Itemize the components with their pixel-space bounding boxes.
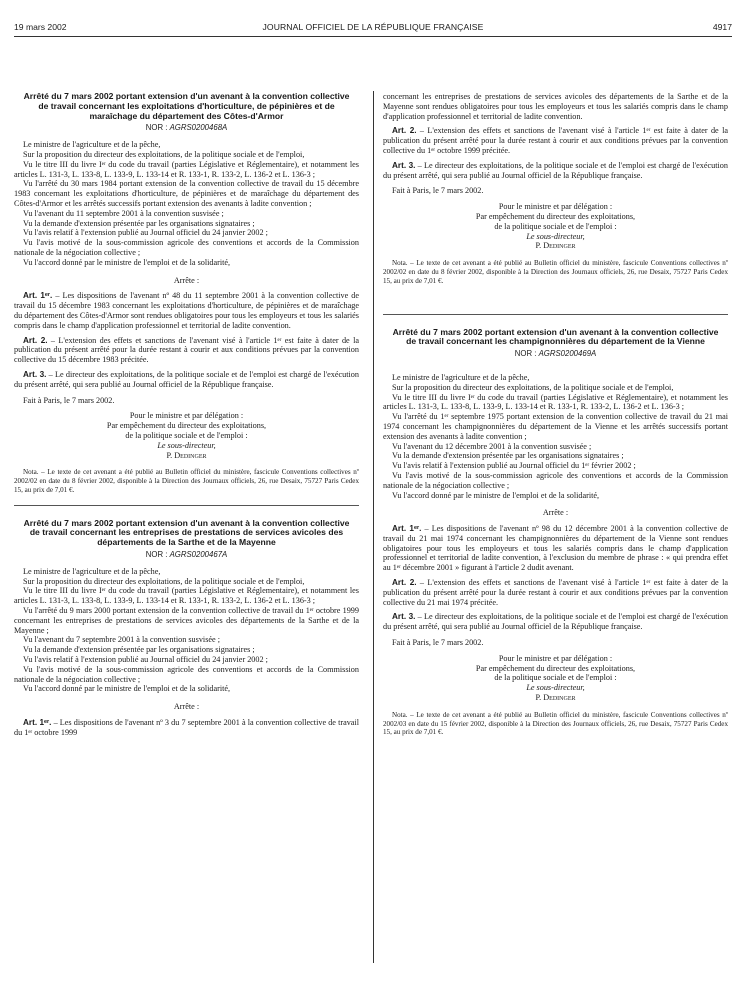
preamble-para: Vu l'accord donné par le ministre de l'emploi et de la solidarité, [23,257,231,267]
preamble-para: Vu l'avis relatif à l'extension publié au Journal officiel du 24 janvier 2002 ; [23,655,268,665]
page-number: 4917 [712,22,732,32]
preamble-para: Vu l'accord donné par le ministre de l'emploi et de la solidarité, [23,684,231,694]
signatory-name: P. Dedinger [535,693,576,703]
preamble-para: Vu l'avis motivé de la sous-commission agricole des conventions et accords de la Commission nationale de la négociation collective ; [14,664,359,684]
fait-a-paris: Fait à Paris, le 7 mars 2002. [392,186,484,196]
article-text: – L'extension des effets et sanctions de l'avenant visé à l'article 1ᵉʳ est faite à dater de la publication du présent arrêté pour la durée restant à courir et aux conditions prévues par la convention collective du 21 mai 1974 précitée. [383,578,728,607]
article-3 [383,612,728,632]
preamble-para: Vu l'avenant du 12 décembre 2001 à la convention susvisée ; [392,441,592,451]
signature-title-text: Le sous-directeur, [526,683,585,693]
preamble-para: Vu le titre III du livre Iᵉʳ du code du travail (parties Législative et Réglementaire), et notamment les articles L. 131-3, L. 133-8, L. 133-9, L. 133-14 et R. 133-1, R. 133-2, L. 136-2 et L. 136-3 ; [14,159,359,179]
nota-note: Nota. – Le texte de cet avenant a été publié au Bulletin officiel du ministère, fascicule Conventions collectives nº 2002/03 en date du 15 février 2002, disponible à la Direction des Journaux officiels, 26, rue Desaix, 75727 Paris Cedex 15, au prix de 7,01 €. [383,710,728,737]
article-text: – Le directeur des exploitations, de la politique sociale et de l'emploi est chargé de l'exécution du présent arrêté, qui sera publié au Journal officiel de la République française. [383,612,728,632]
header-date: 19 mars 2002 [14,22,67,32]
section-separator [383,314,728,315]
arrete-cotes-darmor [14,92,359,495]
arrete-title: Arrêté du 7 mars 2002 portant extension d'un avenant à la convention collective de travail concernant les entreprises de prestations de services avicoles des départements de la Sarthe et de la Mayenne [23,517,350,548]
signature-line: de la politique sociale et de l'emploi : [494,673,617,683]
spacer [383,366,728,373]
signature-line: Par empêchement du directeur des exploitations, [106,421,267,431]
signature-title [383,232,728,242]
journal-title: JOURNAL OFFICIEL DE LA RÉPUBLIQUE FRANÇAISE [262,22,484,32]
nor-reference [14,550,359,560]
article-text: – Les dispositions de l'avenant nº 98 du 12 décembre 2001 à la convention collective de travail du 21 mai 1974 concernant les champignonnières du département de la Vienne sont rendues obligatoires pour tous les employeurs et tous les salariés compris dans le champ d'application professionnel et territorial de ladite convention, à l'exclusion du membre de phrase : « qui prendra effet au 1ᵉʳ décembre 2001 » figurant à l'article 2 dudit avenant. [383,524,728,573]
preamble-para: Vu l'avenant du 11 septembre 2001 à la convention susvisée ; [23,208,224,218]
fait-a-paris: Fait à Paris, le 7 mars 2002. [392,638,484,648]
preamble-para: Vu l'avis relatif à l'extension publié au Journal officiel du 24 janvier 2002 ; [23,228,268,238]
preamble-para: Le ministre de l'agriculture et de la pêche, [23,566,161,576]
page-header [14,22,732,34]
preamble-para: Vu l'avenant du 7 septembre 2001 à la convention susvisée ; [23,635,220,645]
arrete-title: Arrêté du 7 mars 2002 portant extension d'un avenant à la convention collective de travail concernant les exploitations d'horticulture, de pépinières et de maraîchage du département des Côtes-d'Armor [23,92,350,121]
article-label: Art. 1ᵉʳ. [23,291,53,301]
preamble-para: Vu l'arrêté du 30 mars 1984 portant extension de la convention collective de travail du 15 décembre 1983 concernant les exploitations d'horticulture, de pépinières et de maraîchage du département des Côtes-d'Armor et les arrêtés successifs portant extension des avenants à ladite convention ; [14,179,359,208]
nota-note: Nota. – Le texte de cet avenant a été publié au Bulletin officiel du ministère, fascicule Conventions collectives nº 2002/02 en date du 8 février 2002, disponible à la Direction des Journaux officiels, 26, rue Desaix, 75727 Paris Cedex 15, au prix de 7,01 €. [14,468,359,494]
nor-reference [14,123,359,133]
article-text: – L'extension des effets et sanctions de l'avenant visé à l'article 1ᵉʳ est faite à dater de la publication du présent arrêté pour la durée restant à courir et aux conditions prévues par la convention collective du 1ᵉʳ octobre 1999 précitée. [383,126,728,155]
article-1 [14,718,359,738]
article-2 [383,126,728,155]
arrete-sarthe-mayenne [14,519,359,738]
arrete-title: Arrêté du 7 mars 2002 portant extension d'un avenant à la convention collective de travail concernant les champignonnières du département de la Vienne [392,326,719,347]
nor-reference [383,349,728,359]
preamble-para: Sur la proposition du directeur des exploitations, de la politique sociale et de l'emploi, [392,382,674,392]
preamble-para: Vu l'arrêté du 9 mars 2000 portant extension de la convention collective de travail du 1ᵉʳ octobre 1999 concernant les entreprises de prestations de services avicoles des départements de la Sarthe et de la Mayenne ; [14,606,359,635]
nor-label: NOR : [145,123,170,133]
article-2 [14,336,359,365]
preamble-para: Vu l'arrêté du 1ᵉʳ septembre 1975 portant extension de la convention collective de travail du 21 mai 1974 concernant les champignonnières du département de la Vienne et les arrêtés successifs portant extension des avenants à ladite convention ; [383,412,728,441]
signature-title-text: Le sous-directeur, [526,231,585,241]
column-divider [373,91,374,963]
article-text: – L'extension des effets et sanctions de l'avenant visé à l'article 1ᵉʳ est faite à dater de la publication du présent arrêté pour la durée restant à courir et aux conditions prévues par la convention collective du 15 décembre 1983 précitée. [14,335,359,365]
article-label: Art. 1ᵉʳ. [23,718,52,728]
signature-title-text: Le sous-directeur, [157,440,216,450]
signature-line: de la politique sociale et de l'emploi : [494,221,617,231]
arrete-heading: Arrête : [542,508,569,518]
preamble-para: Vu l'avis motivé de la sous-commission agricole des conventions et accords de la Commission nationale de la négociation collective ; [383,470,728,490]
article-3 [14,370,359,390]
article-label: Art. 2. [23,335,48,345]
article-label: Art. 2. [392,578,417,588]
nor-label: NOR : [514,349,539,359]
preamble-para: Vu l'avis relatif à l'extension publié au Journal officiel du 1ᵉʳ février 2002 ; [392,461,636,471]
arrete-vienne [383,328,728,738]
section-separator [14,505,359,506]
signature-line: de la politique sociale et de l'emploi : [125,430,248,440]
article-label: Art. 3. [23,369,47,379]
nota-note: Nota. – Le texte de cet avenant a été publié au Bulletin officiel du ministère, fascicule Conventions collectives nº 2002/02 en date du 8 février 2002, disponible à la Direction des Journaux officiels, 26, rue Desaix, 75727 Paris Cedex 15, au prix de 7,01 €. [383,259,728,285]
article-3 [383,161,728,181]
article-label: Art. 1ᵉʳ. [392,524,422,534]
arrete-sarthe-mayenne-continued [383,92,728,286]
article-label: Art. 2. [392,126,417,136]
nor-code: AGRS0200467A [169,550,228,560]
preamble-para: Vu la demande d'extension présentée par les organisations signataires ; [23,218,255,228]
preamble-para: Vu la demande d'extension présentée par les organisations signataires ; [392,451,624,461]
article-1 [14,291,359,330]
fait-a-paris: Fait à Paris, le 7 mars 2002. [23,395,115,405]
nor-code: AGRS0200469A [538,349,597,359]
signature-line: Pour le ministre et par délégation : [498,202,613,212]
header-rule [14,36,732,37]
signature-line: Pour le ministre et par délégation : [498,653,613,663]
article-text: – Les dispositions de l'avenant nº 48 du 11 septembre 2001 à la convention collective de travail du 15 décembre 1983 concernant les exploitations d'horticulture, de pépinières et de maraîchage du département des Côtes-d'Armor sont rendues obligatoires pour tous les employeurs et tous les salariés compris dans le champ d'application professionnel et territorial de ladite convention. [14,291,359,330]
article-1 [383,524,728,573]
article-label: Art. 3. [392,612,416,622]
nor-code: AGRS0200468A [169,123,228,133]
right-column [383,92,728,968]
article-text: – Les dispositions de l'avenant nº 3 du 7 septembre 2001 à la convention collective de travail du 1ᵉʳ octobre 1999 [14,718,359,737]
arrete-heading: Arrête : [173,275,200,285]
preamble-para: Vu la demande d'extension présentée par les organisations signataires ; [23,645,255,655]
signature-title [14,441,359,451]
signature-line: Par empêchement du directeur des exploitations, [475,211,636,221]
article-label: Art. 3. [392,160,416,170]
preamble-para: Sur la proposition du directeur des exploitations, de la politique sociale et de l'emploi, [23,149,305,159]
article-text: – Le directeur des exploitations, de la politique sociale et de l'emploi est chargé de l'exécution du présent arrêté, qui sera publié au Journal officiel de la République française. [14,369,359,389]
article-1-continued: concernant les entreprises de prestations de services avicoles des départements de la Sarthe et de la Mayenne sont rendues obligatoires pour tous les employeurs et tous les salariés compris dans le champ d'application professionnel et territorial de ladite convention. [383,92,728,121]
signatory-name: P. Dedinger [535,241,576,251]
signature-title [383,683,728,693]
left-column [14,92,359,968]
preamble-para: Le ministre de l'agriculture et de la pêche, [392,372,530,382]
article-text: – Le directeur des exploitations, de la politique sociale et de l'emploi est chargé de l'exécution du présent arrêté, qui sera publié au Journal officiel de la République française. [383,160,728,180]
preamble-para: Sur la proposition du directeur des exploitations, de la politique sociale et de l'emploi, [23,576,305,586]
nor-label: NOR : [145,550,170,560]
signatory-name: P. Dedinger [166,450,207,460]
preamble-para: Vu l'accord donné par le ministre de l'emploi et de la solidarité, [392,490,600,500]
preamble-para: Le ministre de l'agriculture et de la pêche, [23,140,161,150]
preamble-para: Vu le titre III du livre Iᵉʳ du code du travail (parties Législative et Réglementaire), et notamment les articles L. 131-3, L. 133-8, L. 133-9, L. 133-14 et R. 133-1, R. 133-2, L. 136-2 et L. 136-3 ; [14,586,359,606]
article-2 [383,578,728,607]
signature-line: Pour le ministre et par délégation : [129,411,244,421]
arrete-heading: Arrête : [173,702,200,712]
preamble-para: Vu le titre III du livre Iᵉʳ du code du travail (parties Législative et Réglementaire), et notamment les articles L. 131-3, L. 133-8, L. 133-9, L. 133-14 et R. 133-1, R. 133-2, L. 136-2 et L. 136-3 ; [383,392,728,412]
signature-line: Par empêchement du directeur des exploitations, [475,663,636,673]
preamble-para: Vu l'avis motivé de la sous-commission agricole des conventions et accords de la Commission nationale de la négociation collective ; [14,238,359,257]
